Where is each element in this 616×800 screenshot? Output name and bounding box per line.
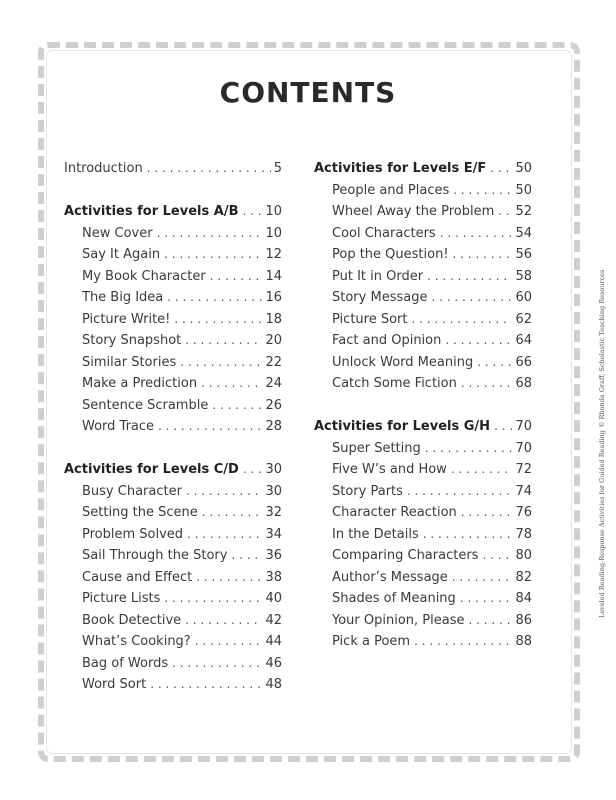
toc-entry-label: Problem Solved (82, 526, 184, 542)
dot-leader (186, 481, 263, 503)
toc-entry (64, 244, 282, 266)
dot-leader (158, 416, 262, 438)
toc-entry-page: 44 (265, 634, 282, 649)
toc-entry (64, 330, 282, 352)
toc-section-heading (64, 201, 282, 223)
toc-entry-page: 88 (515, 634, 532, 649)
toc-section-heading-label: Activities for Levels C/D (64, 462, 239, 477)
dot-leader (425, 438, 513, 460)
toc-entry-page: 26 (265, 397, 282, 413)
toc-entry (64, 524, 282, 546)
toc-entry-page: 82 (515, 569, 532, 585)
toc-entry (314, 481, 532, 503)
toc-section-heading-page: 70 (515, 419, 532, 434)
page-title: CONTENTS (219, 76, 397, 109)
toc-entry (64, 653, 282, 675)
toc-entry-label: Five W’s and How (332, 462, 447, 477)
toc-entry (64, 266, 282, 288)
toc-entry (64, 309, 282, 331)
dot-leader (167, 287, 262, 309)
toc-entry (314, 438, 532, 460)
toc-entry-label: Sentence Scramble (82, 397, 209, 413)
toc-entry-label: Introduction (64, 161, 143, 176)
toc-entry (64, 373, 282, 395)
toc-entry (64, 610, 282, 632)
dot-leader (195, 631, 263, 653)
toc-entry-page: 32 (265, 505, 282, 520)
toc-entry (64, 588, 282, 610)
toc-section-heading-page: 10 (265, 204, 282, 219)
toc-entry-label: Word Trace (82, 419, 155, 434)
toc-entry-label: Pick a Poem (332, 634, 411, 649)
toc-entry-label: Picture Lists (82, 591, 161, 606)
toc-entry-page: 14 (265, 268, 282, 284)
toc-section-heading-page: 30 (265, 462, 282, 477)
toc-entry (64, 567, 282, 589)
toc-entry-label: Character Reaction (332, 505, 457, 520)
dot-leader (460, 588, 513, 610)
toc-section-heading-label: Activities for Levels A/B (64, 204, 239, 219)
dot-leader (210, 266, 263, 288)
toc-entry (64, 481, 282, 503)
toc-entry-page: 54 (515, 225, 532, 241)
toc-entry-page: 62 (515, 311, 532, 327)
toc-entry-page: 84 (515, 591, 532, 606)
dot-leader (172, 653, 262, 675)
toc-entry-label: Cause and Effect (82, 569, 193, 585)
toc-entry-page: 52 (515, 204, 532, 219)
dot-leader (461, 373, 513, 395)
toc-entry (314, 631, 532, 653)
toc-entry-page: 36 (265, 548, 282, 563)
toc-entry-page: 18 (265, 311, 282, 327)
toc-entry-label: In the Details (332, 526, 419, 542)
toc-entry-label: Cool Characters (332, 225, 436, 241)
toc-entry-page: 38 (265, 569, 282, 585)
toc-entry (64, 416, 282, 438)
toc-entry (64, 674, 282, 696)
dot-leader (427, 266, 512, 288)
toc-entry (64, 352, 282, 374)
toc-entry (314, 373, 532, 395)
toc-entry-page: 72 (515, 462, 532, 477)
toc-entry-page: 46 (265, 655, 282, 671)
toc-entry-label: People and Places (332, 182, 450, 198)
toc-entry-page: 76 (515, 505, 532, 520)
toc-entry-page: 86 (515, 612, 532, 628)
dot-leader (147, 158, 271, 180)
dot-leader (242, 201, 262, 223)
dot-leader (164, 588, 262, 610)
toc-entry-page: 5 (273, 161, 282, 176)
toc-entry (314, 287, 532, 309)
toc-entry-page: 80 (515, 548, 532, 563)
toc-right-column (314, 158, 532, 653)
dot-leader (412, 309, 513, 331)
toc-entry-label: Put It in Order (332, 268, 424, 284)
toc-entry-introduction (64, 158, 282, 180)
toc-entry-label: Story Snapshot (82, 333, 182, 348)
dot-leader (482, 545, 512, 567)
toc-entry-label: Picture Write! (82, 311, 171, 327)
toc-entry-page: 10 (265, 225, 282, 241)
toc-entry-page: 58 (515, 268, 532, 284)
toc-entry-page: 48 (265, 677, 282, 692)
toc-section-heading (314, 158, 532, 180)
toc-entry-page: 30 (265, 483, 282, 499)
toc-section-heading (64, 459, 282, 481)
toc-entry-page: 42 (265, 612, 282, 628)
toc-entry-page: 28 (265, 419, 282, 434)
toc-entry (314, 567, 532, 589)
dot-leader (498, 201, 512, 223)
toc-entry-label: Word Sort (82, 677, 147, 692)
dot-leader (243, 459, 263, 481)
toc-section-heading-label: Activities for Levels G/H (314, 419, 491, 434)
toc-entry (64, 502, 282, 524)
dot-leader (185, 610, 262, 632)
toc-entry-label: Catch Some Fiction (332, 376, 457, 391)
dot-leader (187, 524, 262, 546)
toc-entry-label: My Book Character (82, 268, 206, 284)
dot-leader (196, 567, 262, 589)
toc-entry (314, 545, 532, 567)
dot-leader (414, 631, 512, 653)
toc-entry-page: 70 (515, 440, 532, 456)
toc-entry (64, 223, 282, 245)
toc-entry-label: Setting the Scene (82, 505, 198, 520)
toc-entry-label: Similar Stories (82, 354, 177, 370)
toc-entry-label: Sail Through the Story (82, 548, 228, 563)
toc-entry-page: 56 (515, 247, 532, 262)
dot-leader (407, 481, 513, 503)
dot-leader (185, 330, 262, 352)
dot-leader (461, 502, 513, 524)
toc-entry-page: 20 (265, 333, 282, 348)
toc-entry (314, 459, 532, 481)
dot-leader (468, 610, 512, 632)
dot-leader (164, 244, 262, 266)
toc-entry-page: 12 (265, 247, 282, 262)
toc-entry-page: 66 (515, 354, 532, 370)
toc-entry (314, 352, 532, 374)
toc-entry-label: Fact and Opinion (332, 333, 442, 348)
dot-leader (477, 352, 512, 374)
dot-leader (453, 180, 512, 202)
toc-entry-page: 40 (265, 591, 282, 606)
dot-leader (180, 352, 262, 374)
toc-entry-page: 50 (515, 182, 532, 198)
dot-leader (231, 545, 262, 567)
toc-entry (314, 588, 532, 610)
toc-entry (314, 524, 532, 546)
toc-entry (314, 330, 532, 352)
toc-entry (314, 502, 532, 524)
toc-entry-label: New Cover (82, 225, 153, 241)
dot-leader (150, 674, 262, 696)
toc-entry (314, 266, 532, 288)
toc-entry-page: 78 (515, 526, 532, 542)
toc-entry-page: 64 (515, 333, 532, 348)
toc-entry-label: Your Opinion, Please (332, 612, 465, 628)
toc-entry-page: 16 (265, 290, 282, 305)
toc-entry (314, 223, 532, 245)
toc-entry-label: Busy Character (82, 483, 182, 499)
dot-leader (451, 459, 513, 481)
dot-leader (453, 244, 513, 266)
toc-entry-label: The Big Idea (82, 290, 164, 305)
toc-entry-page: 24 (265, 376, 282, 391)
toc-entry (314, 201, 532, 223)
dot-leader (423, 524, 513, 546)
toc-entry (64, 395, 282, 417)
dot-leader (431, 287, 512, 309)
toc-entry-page: 22 (265, 354, 282, 370)
toc-entry-label: Author’s Message (332, 569, 448, 585)
dot-leader (157, 223, 263, 245)
toc-entry (314, 610, 532, 632)
dot-leader (174, 309, 262, 331)
side-copyright-credit: Leveled Reading-Response Activities for Guided Reading © Rhonda Graff, Scholastic Teaching Resources (598, 269, 606, 618)
toc-entry-page: 74 (515, 483, 532, 499)
dot-leader (202, 502, 263, 524)
toc-entry-page: 68 (515, 376, 532, 391)
toc-entry-label: Say It Again (82, 247, 161, 262)
dot-leader (201, 373, 262, 395)
toc-entry (314, 309, 532, 331)
dot-leader (440, 223, 513, 245)
toc-entry-label: Wheel Away the Problem (332, 204, 495, 219)
toc-entry-page: 60 (515, 290, 532, 305)
toc-entry-label: Picture Sort (332, 311, 408, 327)
toc-entry-label: Make a Prediction (82, 376, 198, 391)
toc-entry (64, 631, 282, 653)
toc-entry (314, 180, 532, 202)
dot-leader (452, 567, 513, 589)
toc-entry-label: Pop the Question! (332, 247, 449, 262)
toc-entry (64, 545, 282, 567)
toc-entry-label: Unlock Word Meaning (332, 354, 474, 370)
toc-entry-label: Shades of Meaning (332, 591, 456, 606)
toc-section-heading-label: Activities for Levels E/F (314, 161, 487, 176)
toc-entry-label: Story Message (332, 290, 428, 305)
toc-entry-label: Bag of Words (82, 655, 169, 671)
toc-entry-label: Book Detective (82, 612, 182, 628)
toc-entry-label: What’s Cooking? (82, 634, 191, 649)
toc-entry-label: Super Setting (332, 440, 421, 456)
toc-entry-page: 34 (265, 526, 282, 542)
dot-leader (490, 158, 512, 180)
dot-leader (494, 416, 512, 438)
toc-entry-label: Comparing Characters (332, 548, 479, 563)
dot-leader (212, 395, 262, 417)
toc-section-heading-page: 50 (515, 161, 532, 176)
toc-entry (314, 244, 532, 266)
toc-section-heading (314, 416, 532, 438)
toc-entry-label: Story Parts (332, 483, 403, 499)
dot-leader (445, 330, 512, 352)
toc-left-column (64, 158, 282, 696)
toc-entry (64, 287, 282, 309)
